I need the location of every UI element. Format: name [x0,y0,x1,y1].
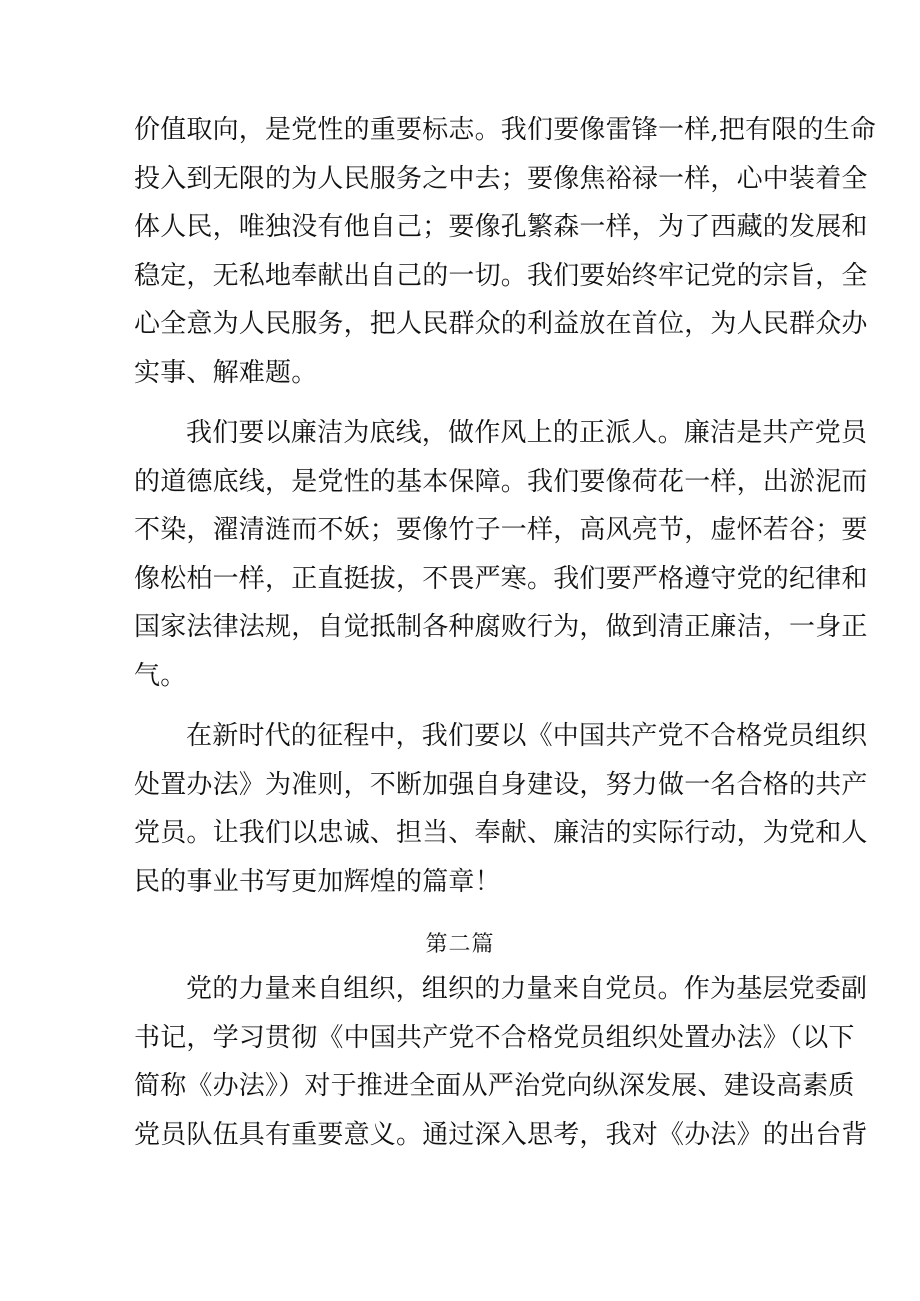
paragraph-first-line: 党的力量来自组织，组织的力量来自党员。作为基层党委副 [186,974,868,1004]
paragraph-line: 不染，濯清涟而不妖；要像竹子一样，高风亮节，虚怀若谷；要 [134,515,868,545]
paragraph-line: 党员。让我们以忠诚、担当、奉献、廉洁的实际行动，为党和人 [134,818,868,848]
paragraph-line: 气。 [134,660,187,691]
paragraph-line: 的道德底线，是党性的基本保障。我们要像荷花一样，出淤泥而 [134,466,868,497]
paragraph-line: 体人民，唯独没有他自己；要像孔繁森一样，为了西藏的发展和 [134,212,868,242]
paragraph-line: 投入到无限的为人民服务之中去；要像焦裕禄一样，心中装着全 [134,163,868,194]
section-title: 第二篇 [425,932,495,957]
paragraph-line: 稳定，无私地奉献出自己的一切。我们要始终牢记党的宗旨，全 [134,260,868,291]
paragraph-line: 实事、解难题。 [134,357,318,388]
paragraph-line: 简称《办法》）对于推进全面从严治党向纵深发展、建设高素质 [134,1071,855,1101]
paragraph-line: 处置办法》为准则，不断加强自身建设，努力做一名合格的共产 [134,769,868,800]
paragraph-line: 价值取向，是党性的重要标志。我们要像雷锋一样,把有限的生命 [134,115,877,145]
paragraph-1 [134,106,877,397]
paragraph-line: 像松柏一样，正直挺拔，不畏严寒。我们要严格遵守党的纪律和 [134,563,868,594]
paragraph-2 [134,409,868,700]
paragraph-line: 书记，学习贯彻《中国共产党不合格党员组织处置办法》（以下 [134,1022,855,1053]
paragraph-line: 心全意为人民服务，把人民群众的利益放在首位，为人民群众办 [134,309,868,339]
paragraph-3 [134,712,868,906]
paragraph-line: 党员队伍具有重要意义。通过深入思考，我对《办法》的出台背 [134,1119,868,1150]
paragraph-4 [134,965,868,1159]
paragraph-first-line: 在新时代的征程中，我们要以《中国共产党不合格党员组织 [186,721,868,751]
paragraph-first-line: 我们要以廉洁为底线，做作风上的正派人。廉洁是共产党员 [186,418,868,448]
paragraph-line: 国家法律法规，自觉抵制各种腐败行为，做到清正廉洁，一身正 [134,612,868,642]
paragraph-line: 民的事业书写更加辉煌的篇章！ [134,866,501,897]
